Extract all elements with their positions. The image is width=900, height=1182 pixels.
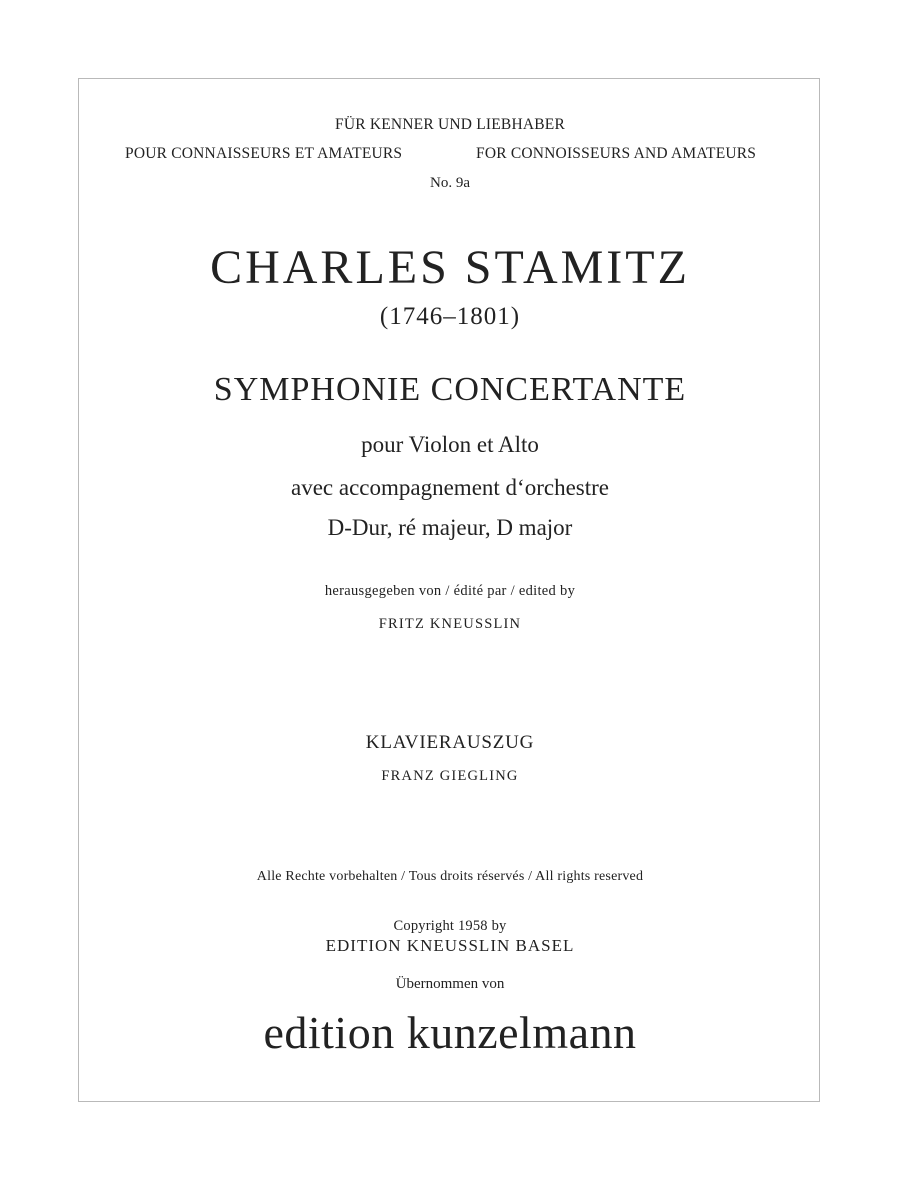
- series-title-row: [0, 146, 900, 166]
- publisher-logo-text: edition kunzelmann: [263, 1007, 637, 1058]
- composer-name: CHARLES STAMITZ: [210, 241, 690, 294]
- edited-by-label: herausgegeben von / édité par / edited by: [324, 583, 576, 599]
- taken-over-label: Übernommen von: [395, 976, 505, 992]
- copyright-notice: Copyright 1958 by: [393, 918, 507, 934]
- work-instruments: pour Violon et Alto: [361, 432, 539, 457]
- work-accompaniment: avec accompagnement d‘orchestre: [291, 475, 609, 500]
- composer-dates: (1746–1801): [379, 303, 521, 330]
- arranger-name: FRANZ GIEGLING: [381, 768, 519, 784]
- series-title-english: FOR CONNOISSEURS AND AMATEURS: [476, 145, 757, 162]
- rights-notice: Alle Rechte vorbehalten / Tous droits réservés / All rights reserved: [256, 869, 644, 884]
- series-number: No. 9a: [430, 175, 470, 191]
- series-title-german: FÜR KENNER UND LIEBHABER: [335, 116, 565, 133]
- work-title: SYMPHONIE CONCERTANTE: [213, 371, 687, 408]
- piano-reduction-label: KLAVIERAUSZUG: [365, 732, 535, 753]
- work-key: D-Dur, ré majeur, D major: [327, 515, 573, 540]
- original-publisher: EDITION KNEUSSLIN BASEL: [325, 936, 575, 955]
- editor-name: FRITZ KNEUSSLIN: [378, 616, 522, 632]
- series-title-french: POUR CONNAISSEURS ET AMATEURS: [125, 145, 403, 162]
